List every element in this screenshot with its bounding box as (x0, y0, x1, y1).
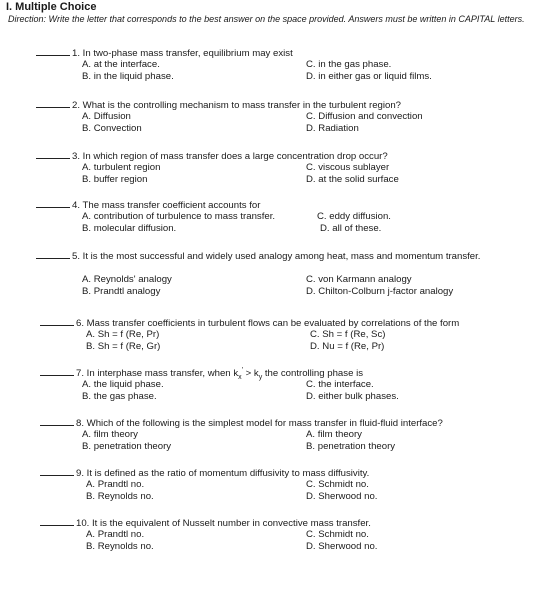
option-d: D. at the solid surface (306, 174, 399, 185)
option-d: D. in either gas or liquid films. (306, 71, 432, 82)
option-d: D. all of these. (320, 223, 382, 234)
option-c: A. film theory (306, 429, 362, 440)
option-c: C. in the gas phase. (306, 59, 392, 70)
direction-text: Direction: Write the letter that corresponds to the best answer on the space provided. Answers must be written in CAPITAL letters. (8, 14, 525, 24)
answer-blank[interactable] (36, 198, 70, 208)
answer-blank[interactable] (40, 516, 74, 526)
option-b: B. Reynolds no. (86, 541, 154, 552)
question-stem: 4. The mass transfer coefficient accounts for (72, 200, 261, 211)
question-stem: 8. Which of the following is the simplest model for mass transfer in fluid-fluid interface? (76, 418, 443, 429)
subscript-x: x (238, 373, 242, 381)
option-b: B. Prandtl analogy (82, 286, 161, 297)
question-stem-part: > k (242, 368, 259, 379)
option-d: B. penetration theory (306, 441, 396, 452)
option-b: B. Convection (82, 123, 142, 134)
prime-mark: ' (241, 366, 243, 374)
option-b: B. penetration theory (82, 441, 172, 452)
question-9 (40, 466, 378, 502)
option-c: C. eddy diffusion. (317, 211, 391, 222)
option-d: D. Sherwood no. (306, 491, 378, 502)
question-6 (40, 316, 460, 352)
question-stem-part: 7. In interphase mass transfer, when k (76, 368, 239, 379)
option-d: D. Chilton-Colburn j-factor analogy (306, 286, 454, 297)
answer-blank[interactable] (40, 316, 74, 326)
question-10 (40, 516, 378, 552)
answer-blank[interactable] (40, 466, 74, 476)
question-stem: 2. What is the controlling mechanism to mass transfer in the turbulent region? (72, 100, 402, 111)
option-c: C. von Karmann analogy (306, 274, 412, 285)
question-stem: 5. It is the most successful and widely used analogy among heat, mass and momentum transfer. (72, 251, 481, 262)
question-stem: 6. Mass transfer coefficients in turbulent flows can be evaluated by correlations of the form (76, 318, 460, 329)
option-c: C. Schmidt no. (306, 479, 369, 490)
option-a: A. the liquid phase. (82, 379, 164, 390)
question-8 (40, 416, 443, 452)
question-stem: 3. In which region of mass transfer does a large concentration drop occur? (72, 151, 388, 162)
answer-blank[interactable] (40, 366, 74, 376)
option-d: D. Sherwood no. (306, 541, 378, 552)
option-a: A. at the interface. (82, 59, 160, 70)
question-3 (36, 149, 399, 185)
question-stem: 1. In two-phase mass transfer, equilibrium may exist (72, 48, 293, 59)
question-stem: 10. It is the equivalent of Nusselt number in convective mass transfer. (76, 518, 371, 529)
option-b: B. molecular diffusion. (82, 223, 177, 234)
option-a: A. Sh = f (Re, Pr) (86, 329, 160, 340)
option-d: D. either bulk phases. (306, 391, 399, 402)
answer-blank[interactable] (36, 46, 70, 56)
question-stem-part: the controlling phase is (262, 368, 363, 379)
option-b: B. Sh = f (Re, Gr) (86, 341, 161, 352)
question-1 (36, 46, 432, 82)
question-2 (36, 98, 423, 134)
option-a: A. film theory (82, 429, 138, 440)
option-a: A. turbulent region (82, 162, 161, 173)
option-c: C. the interface. (306, 379, 374, 390)
answer-blank[interactable] (36, 149, 70, 159)
option-c: C. Schmidt no. (306, 529, 369, 540)
answer-blank[interactable] (40, 416, 74, 426)
option-a: A. Reynolds' analogy (82, 274, 172, 285)
option-b: B. buffer region (82, 174, 148, 185)
option-c: C. Diffusion and convection (306, 111, 423, 122)
option-a: A. contribution of turbulence to mass transfer. (82, 211, 276, 222)
option-a: A. Prandtl no. (86, 479, 145, 490)
section-title: I. Multiple Choice (6, 1, 97, 13)
option-d: D. Nu = f (Re, Pr) (310, 341, 385, 352)
option-b: B. Reynolds no. (86, 491, 154, 502)
answer-blank[interactable] (36, 249, 70, 259)
question-4 (36, 198, 391, 234)
option-b: B. in the liquid phase. (82, 71, 174, 82)
subscript-y: y (258, 373, 263, 381)
question-7 (40, 366, 399, 402)
question-stem: 9. It is defined as the ratio of momentum diffusivity to mass diffusivity. (76, 468, 370, 479)
option-a: A. Prandtl no. (86, 529, 145, 540)
option-c: C. Sh = f (Re, Sc) (310, 329, 386, 340)
option-c: C. viscous sublayer (306, 162, 390, 173)
answer-blank[interactable] (36, 98, 70, 108)
option-b: B. the gas phase. (82, 391, 157, 402)
option-a: A. Diffusion (82, 111, 131, 122)
question-5 (36, 249, 486, 297)
option-d: D. Radiation (306, 123, 359, 134)
